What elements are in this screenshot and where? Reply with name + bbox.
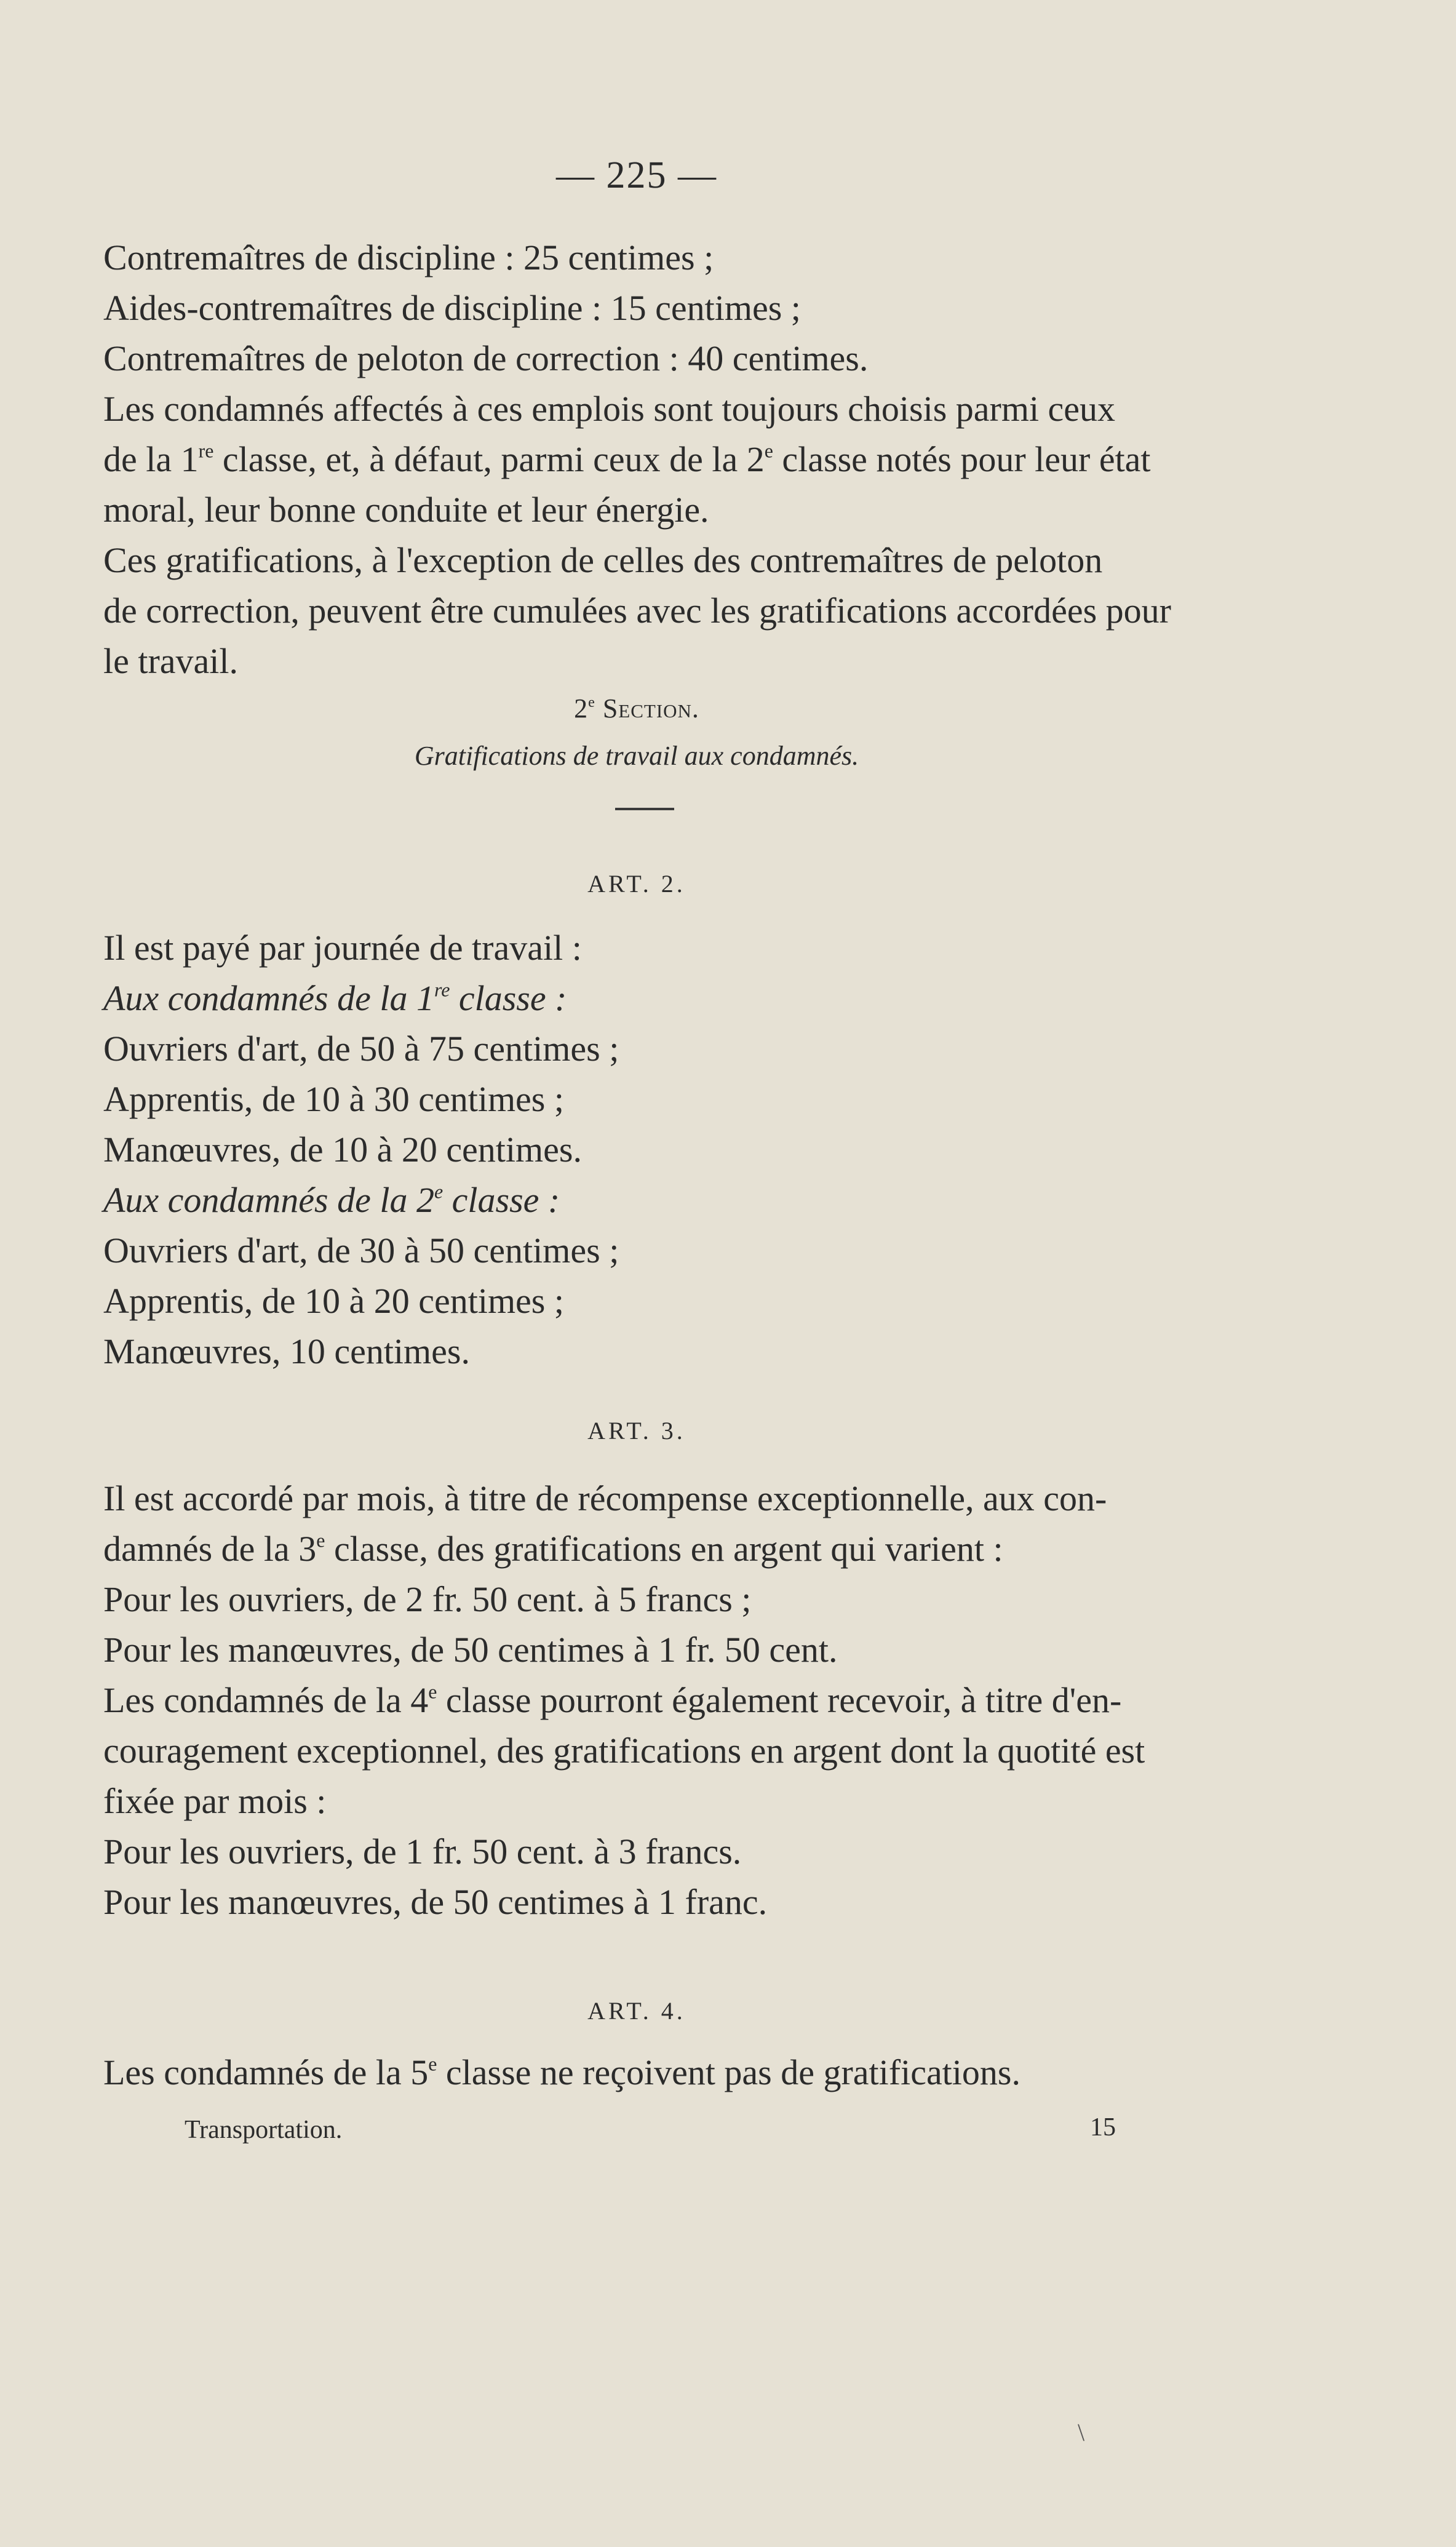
superscript: re bbox=[198, 440, 214, 462]
paragraph-line: Les condamnés affectés à ces emplois sont toujours choisis parmi ceux bbox=[103, 389, 1116, 429]
article-3-heading: ART. 3. bbox=[587, 1417, 686, 1445]
rate-line: Pour les manœuvres, de 50 centimes à 1 fr. 50 cent. bbox=[103, 1630, 838, 1670]
text-run: de la 1 bbox=[103, 439, 199, 479]
superscript: re bbox=[434, 979, 450, 1001]
paragraph-emplois bbox=[103, 384, 1230, 535]
paragraph-line: couragement exceptionnel, des gratifications en argent dont la quotité est bbox=[103, 1731, 1145, 1771]
footer-signature: Transportation. bbox=[185, 2116, 343, 2144]
text-run: classe : bbox=[443, 1180, 560, 1220]
rate-line: Pour les ouvriers, de 1 fr. 50 cent. à 3 francs. bbox=[103, 1832, 742, 1871]
paragraph-gratifications bbox=[103, 535, 1230, 687]
paragraph-line: le travail. bbox=[103, 641, 239, 681]
rate-line: Contremaîtres de discipline : 25 centimes ; bbox=[103, 237, 714, 277]
rate-line: Apprentis, de 10 à 20 centimes ; bbox=[103, 1281, 564, 1321]
text-run: damnés de la 3 bbox=[103, 1529, 317, 1569]
paragraph-line bbox=[103, 1675, 1230, 1726]
superscript: e bbox=[588, 694, 595, 711]
rate-line: Manœuvres, de 10 à 20 centimes. bbox=[103, 1130, 582, 1170]
text-run: Aux condamnés de la 2 bbox=[103, 1180, 434, 1220]
superscript: e bbox=[428, 1681, 437, 1703]
class-heading bbox=[103, 1175, 1230, 1226]
rate-line: Manœuvres, 10 centimes. bbox=[103, 1331, 470, 1371]
rate-line: Apprentis, de 10 à 30 centimes ; bbox=[103, 1079, 564, 1119]
paragraph-line: moral, leur bonne conduite et leur énergie. bbox=[103, 490, 709, 530]
rate-line: Pour les manœuvres, de 50 centimes à 1 franc. bbox=[103, 1882, 768, 1922]
rate-line: Ouvriers d'art, de 30 à 50 centimes ; bbox=[103, 1230, 619, 1270]
paragraph-line: de correction, peuvent être cumulées avec les gratifications accordées pour bbox=[103, 591, 1171, 631]
page-number: — 225 — bbox=[556, 154, 717, 196]
paragraph-line bbox=[103, 1524, 1230, 1574]
superscript: e bbox=[428, 2053, 437, 2075]
section-divider bbox=[615, 808, 674, 810]
section-subtitle: Gratifications de travail aux condamnés. bbox=[414, 741, 859, 771]
stray-mark: \ bbox=[1078, 2418, 1085, 2446]
article-4-body bbox=[103, 2047, 1230, 2098]
section-number: 2 bbox=[574, 693, 589, 723]
class-heading bbox=[103, 973, 1230, 1024]
article-2-heading: ART. 2. bbox=[587, 870, 686, 898]
article-4-heading: ART. 4. bbox=[587, 1997, 686, 2025]
paragraph-line: Il est accordé par mois, à titre de récompense exceptionnelle, aux con- bbox=[103, 1478, 1107, 1518]
paragraph-line: fixée par mois : bbox=[103, 1781, 327, 1821]
rate-line: Contremaîtres de peloton de correction : 40 centimes. bbox=[103, 338, 869, 378]
paragraph-line bbox=[103, 434, 1230, 485]
footer-sheet-number: 15 bbox=[1090, 2113, 1116, 2142]
article-2-body bbox=[103, 923, 1230, 1377]
text-run: classe pourront également recevoir, à titre d'en- bbox=[437, 1680, 1122, 1720]
superscript: e bbox=[434, 1181, 444, 1203]
section-title: Section. bbox=[595, 693, 699, 723]
text-run: Les condamnés de la 4 bbox=[103, 1680, 429, 1720]
rate-line: Pour les ouvriers, de 2 fr. 50 cent. à 5 francs ; bbox=[103, 1579, 752, 1619]
paragraph-line bbox=[103, 2047, 1230, 2098]
superscript: e bbox=[316, 1529, 325, 1552]
text-run: classe : bbox=[450, 978, 567, 1018]
text-run: Aux condamnés de la 1 bbox=[103, 978, 434, 1018]
text-run: classe ne reçoivent pas de gratifications. bbox=[437, 2052, 1020, 2092]
rate-line: Aides-contremaîtres de discipline : 15 centimes ; bbox=[103, 288, 801, 328]
article-intro: Il est payé par journée de travail : bbox=[103, 928, 582, 968]
text-run: classe, et, à défaut, parmi ceux de la 2 bbox=[213, 439, 765, 479]
paragraph-line: Ces gratifications, à l'exception de celles des contremaîtres de peloton bbox=[103, 540, 1103, 580]
text-run: classe, des gratifications en argent qui varient : bbox=[325, 1529, 1003, 1569]
rates-list-top bbox=[103, 233, 1230, 384]
text-run: Les condamnés de la 5 bbox=[103, 2052, 429, 2092]
section-heading bbox=[0, 693, 1273, 724]
text-run: classe notés pour leur état bbox=[773, 439, 1151, 479]
superscript: e bbox=[764, 440, 773, 462]
article-3-body bbox=[103, 1473, 1230, 1927]
rate-line: Ouvriers d'art, de 50 à 75 centimes ; bbox=[103, 1029, 619, 1069]
